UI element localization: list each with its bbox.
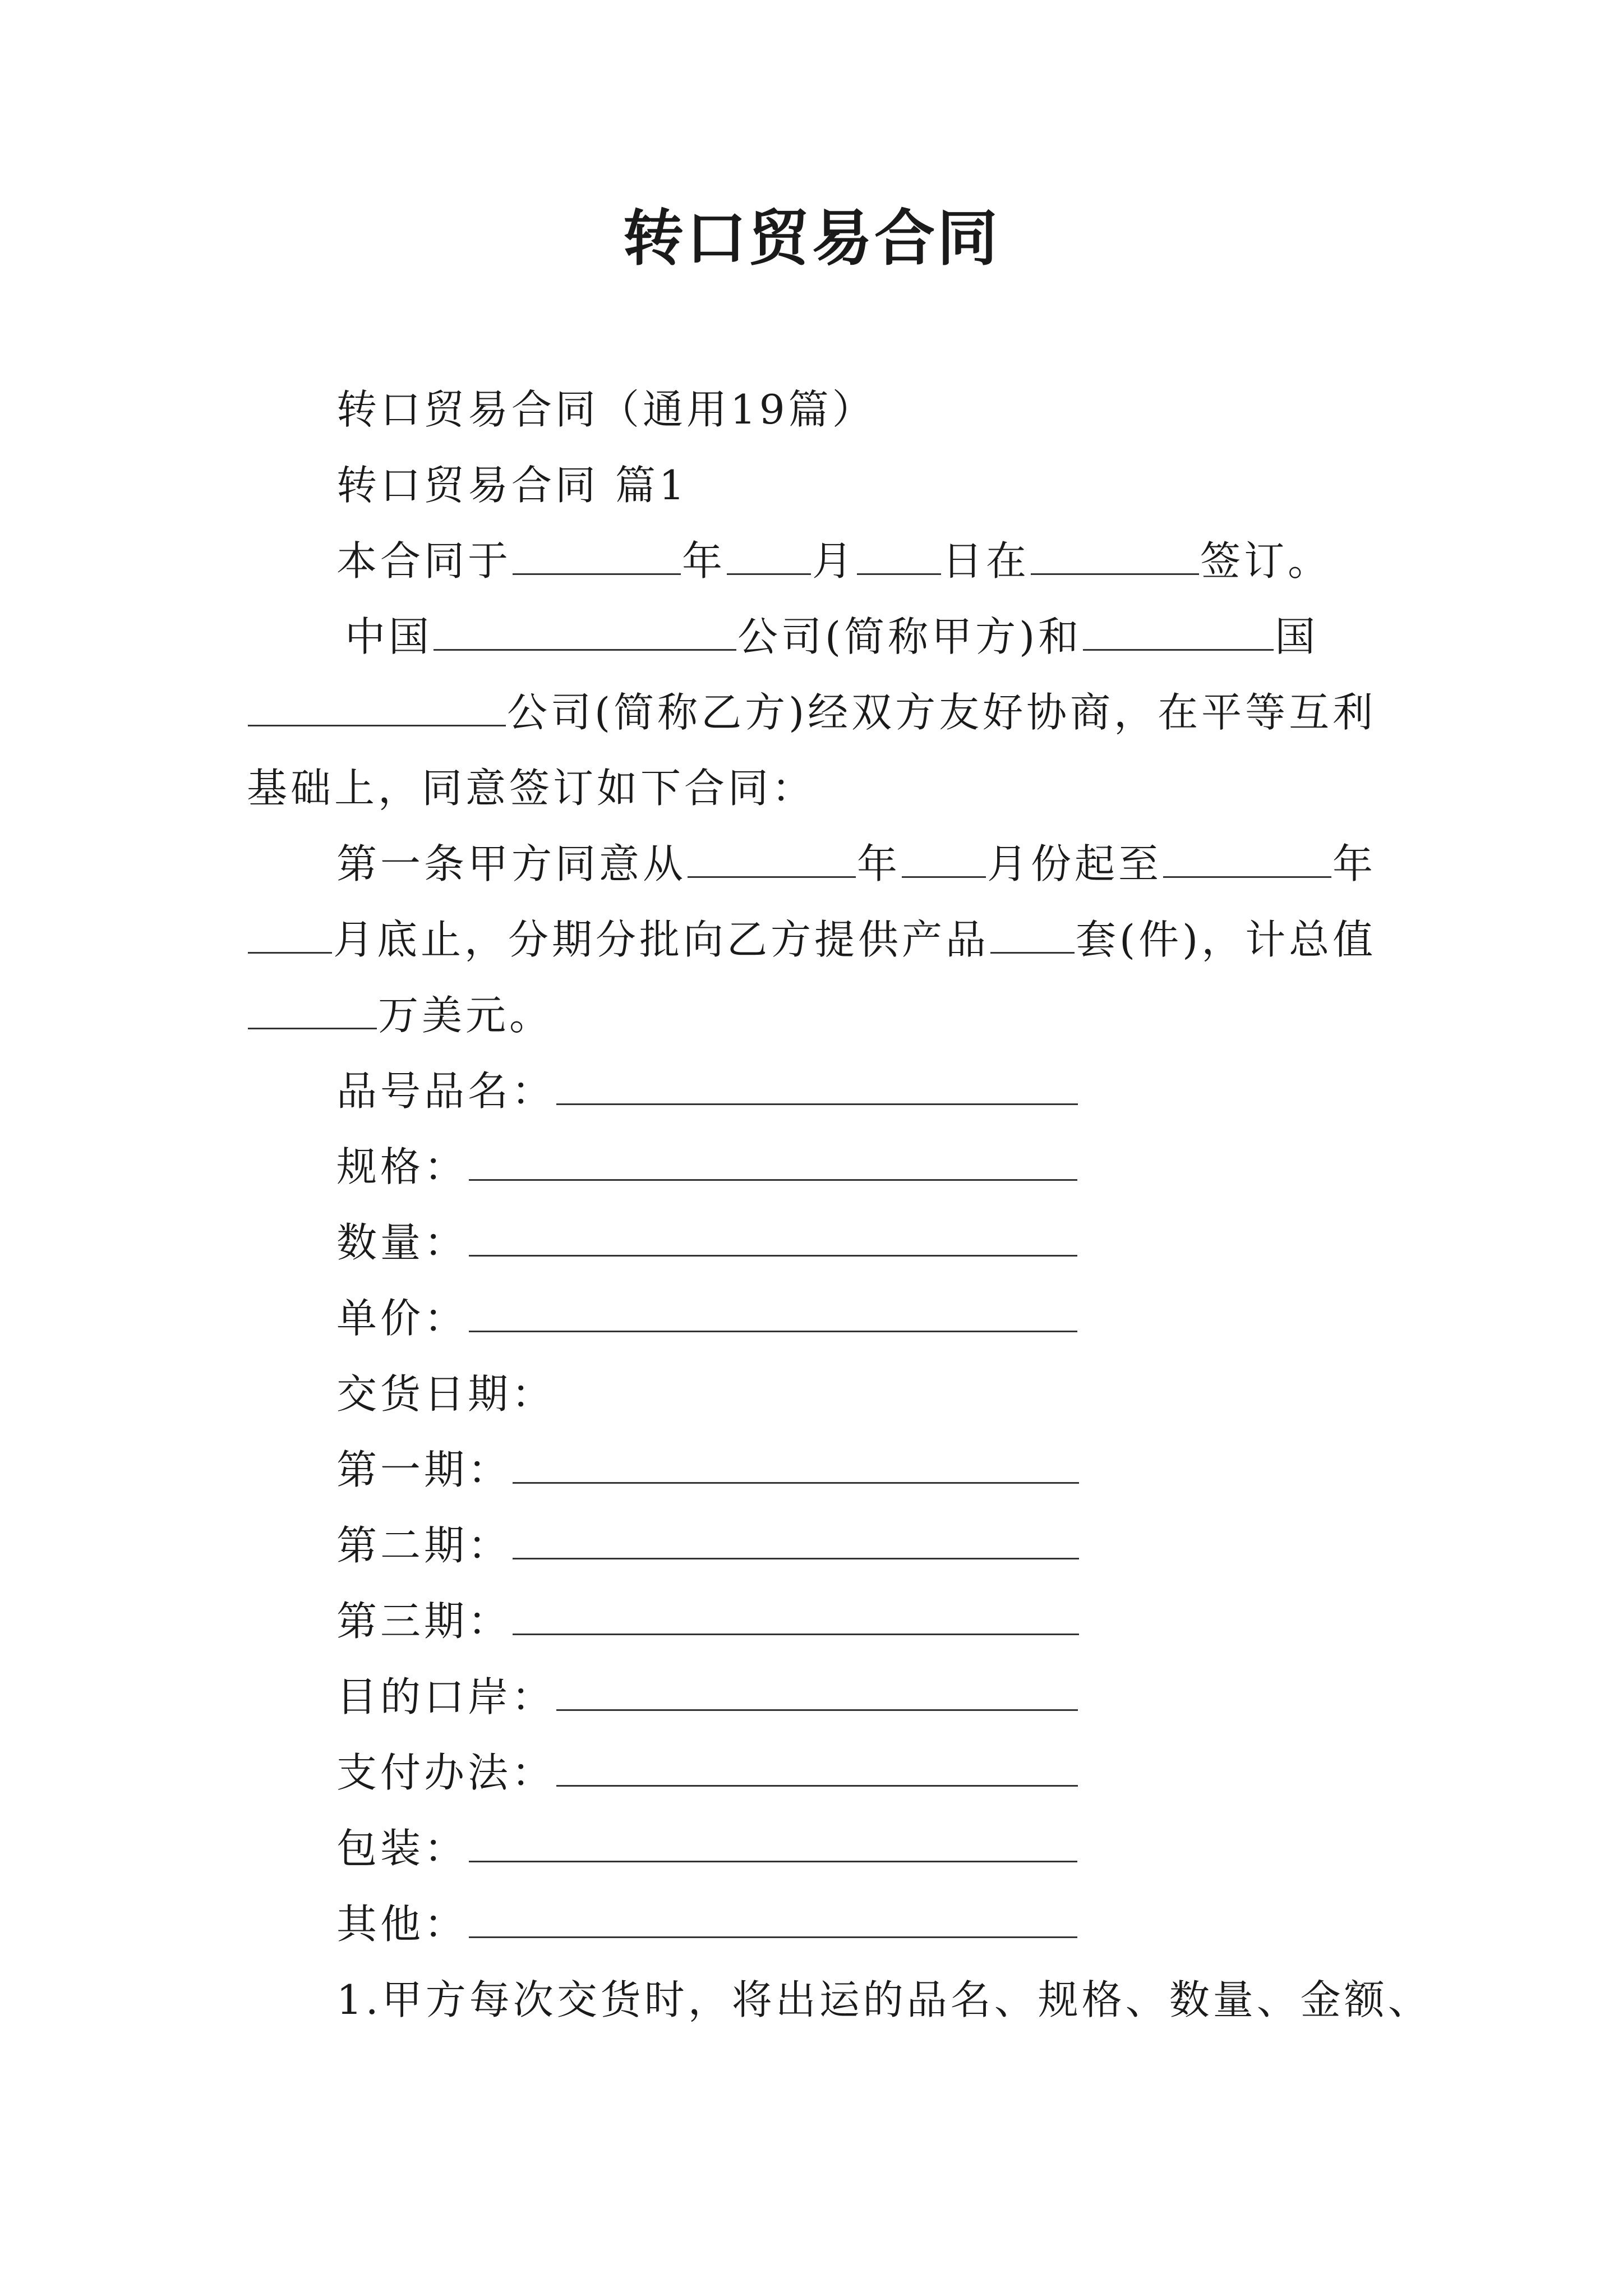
other-input[interactable] [469, 1897, 1077, 1938]
start-month-blank[interactable] [902, 837, 986, 878]
quantity-input[interactable] [469, 1216, 1077, 1257]
parties-line-3: 基础上，同意签订如下合同： [247, 765, 816, 812]
document-title: 转口贸易合同 [623, 203, 1000, 274]
field-specification: 规格： [336, 1139, 1481, 1195]
start-year-blank[interactable] [688, 837, 856, 878]
day-blank[interactable] [857, 534, 941, 575]
total-value-blank[interactable] [248, 988, 377, 1029]
article1-line-3: 万美元。 [247, 987, 1391, 1043]
unit-price-input[interactable] [469, 1291, 1077, 1332]
destination-port-input[interactable] [556, 1670, 1078, 1711]
specification-input[interactable] [469, 1140, 1077, 1181]
quantity-blank[interactable] [990, 913, 1075, 954]
field-phase-1: 第一期： [336, 1442, 1481, 1498]
party-a-blank[interactable] [434, 610, 736, 651]
contract-date-line: 本合同于 年 月 日在 签订。 [336, 533, 1481, 589]
field-phase-2: 第二期： [336, 1517, 1481, 1573]
article1-line-1: 第一条甲方同意从 年 月份起至 年 [336, 836, 1481, 892]
field-quantity: 数量： [336, 1214, 1481, 1271]
phase-3-input[interactable] [513, 1594, 1079, 1635]
parties-line-2: 公司(简称乙方)经双方友好协商，在平等互利 [247, 684, 1391, 740]
field-destination-port: 目的口岸： [336, 1669, 1481, 1725]
packaging-input[interactable] [469, 1821, 1077, 1862]
party-b-blank[interactable] [248, 685, 506, 726]
phase-1-input[interactable] [513, 1443, 1079, 1484]
payment-method-input[interactable] [556, 1746, 1078, 1787]
field-product-name: 品号品名： [336, 1063, 1481, 1119]
clause-1: 1.甲方每次交货时，将出运的品名、规格、数量、金额、 [336, 1976, 1432, 2023]
field-phase-3: 第三期： [336, 1593, 1481, 1649]
phase-2-input[interactable] [513, 1519, 1079, 1559]
article1-line-2: 月底止，分期分批向乙方提供产品 套(件)，计总值 [247, 912, 1391, 968]
parties-line-1: 中国 公司(简称甲方)和 国 [345, 609, 1489, 665]
end-month-blank[interactable] [248, 913, 332, 954]
section-heading: 转口贸易合同 篇1 [336, 462, 688, 509]
place-blank[interactable] [1031, 534, 1199, 575]
country-blank[interactable] [1083, 610, 1274, 651]
year-blank[interactable] [513, 534, 681, 575]
product-name-input[interactable] [556, 1064, 1078, 1105]
field-delivery-date: 交货日期： [336, 1370, 556, 1418]
month-blank[interactable] [727, 534, 811, 575]
end-year-blank[interactable] [1163, 837, 1331, 878]
field-packaging: 包装： [336, 1820, 1481, 1876]
document-subtitle: 转口贸易合同（通用19篇） [336, 386, 876, 433]
field-unit-price: 单价： [336, 1290, 1481, 1346]
field-other: 其他： [336, 1896, 1481, 1952]
field-payment-method: 支付办法： [336, 1745, 1481, 1801]
